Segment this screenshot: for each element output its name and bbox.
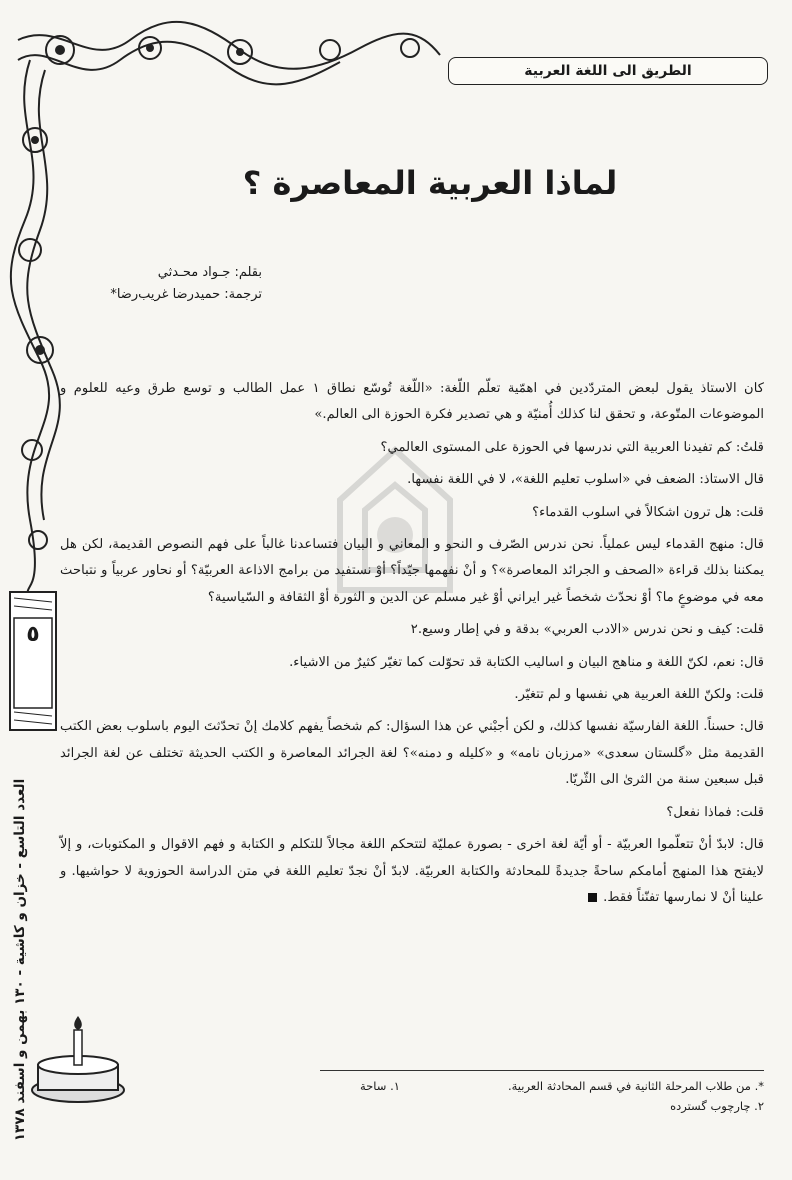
paragraph-question-3: قلت: كيف و نحن ندرس «الادب العربي» بدقة و في إطار وسيع.٢ bbox=[410, 622, 764, 638]
paragraph-answer-3: قال: نعم، لكنّ اللغة و مناهج البيان و اساليب الكتابة قد تحوّلت كما تغيّر كثيرٌ من الاشياء. bbox=[289, 654, 764, 670]
footnote-star: *. من طلاب المرحلة الثانية في قسم المحادثة العربية. bbox=[507, 1079, 764, 1093]
footnote-1: ١. ساحة bbox=[360, 1079, 400, 1093]
paragraph-question-1: قلتُ: كم تفيدنا العربية التي ندرسها في الحوزة على المستوى العالمي؟ bbox=[380, 439, 764, 455]
article-body bbox=[60, 376, 764, 911]
section-header-box bbox=[448, 57, 768, 85]
footnote-2: ٢. چارچوب گسترده bbox=[670, 1099, 764, 1113]
paragraph-answer-4: قال: حسناً. اللغة الفارسيّة نفسها كذلك، و لكن أجبْني عن هذا السؤال: كم شخصاً يفهم كلامك إنْ تحدّثتَ اليوم باسلوب بعض الكتب القديمة مثل «گلستان سعدى» «مرزبان نامه» و «كليله و دمنه»؟ لغة الجرائد المعاصرة و الكتب الحديثة تختلف عن لغة الجرائد قبل سبعين سنة من الثرىٰ الى الثّريّا. bbox=[60, 719, 764, 788]
footnotes bbox=[360, 1076, 764, 1116]
issue-sidebar-text: العدد التاسع - خزان و كاشية - ١٣٠ بهمن و اسفند ١٣٧٨ bbox=[12, 778, 28, 1142]
paragraph-answer-5-text: قال: لابدّ أنْ تتعلّموا العربيّة - أو أيّة لغة اخرى - بصورة عمليّة لتتحكم اللغة مجالاً للتكلم و الكتابة و فهم الاقوال و المكتوبات، و إلاّ لايفتح هذا المنهج أمامكم ساحةً جديدةً للمحادثة والكتابة العربيّة. لابدّ أنْ نجدّ تعليم اللغة في متن الدراسة الحوزوية لا حواشيها. و علينا أنْ لا نمارسها تفنّناً فقط. bbox=[60, 837, 764, 905]
translator-line: ترجمة: حميدرضا غريب‌رضا* bbox=[110, 287, 262, 302]
footnote-divider bbox=[320, 1070, 764, 1071]
footnote-row bbox=[360, 1076, 764, 1096]
author-line: بقلم: جـواد محـدثي bbox=[157, 265, 262, 280]
paragraph-answer-2: قال: منهج القدماء ليس عملياً. نحن ندرس الصّرف و النحو و المعاني و البيان فتساعدنا غالباً على فهم النصوص القديمة، لكن هل يمكننا بذلك قراءة «الصحف و الجرائد المعاصرة»؟ و أنْ نفهمها جيّداً؟ أوْ نستفيد من برامج الاذاعة العربيّة؟ أو نحاور عربياً و نتباحث معه في موضوعٍ ما؟ أوْ نحدّث شخصاً غير ايراني أوْ غير مسلم عن الدين و الثورة أوْ الثقافة و السّياسية؟ bbox=[60, 537, 764, 605]
paragraph-intro: كان الاستاذ يقول لبعض المتردّدين في اهمّية تعلّم اللّغة: «اللّغة تُوسّع نطاق ١ عمل الطالب و توسع طرق وعيه للعلوم و الموضوعات المتّوعة، و تحقق لنا كذلك أُمنيّة و هي تصدير فكرة الحوزة الى العالم.» bbox=[60, 381, 764, 423]
byline bbox=[2, 262, 262, 306]
paragraph-answer-5 bbox=[60, 832, 764, 911]
paragraph-answer-1: قال الاستاذ: الضعف في «اسلوب تعليم اللغة»، لا في اللغة نفسها. bbox=[407, 472, 764, 488]
cake-candle-icon bbox=[28, 1010, 128, 1110]
paragraph-question-4: قلت: ولكنّ اللغة العربية هي نفسها و لم تتغيّر. bbox=[514, 687, 764, 703]
paragraph-question-2: قلت: هل ترون اشكالاً في اسلوب القدماء؟ bbox=[532, 504, 764, 520]
notebook-icon bbox=[6, 588, 60, 734]
section-title: الطريق الى اللغة العربية bbox=[524, 63, 692, 79]
notebook-page-number: ٥ bbox=[26, 622, 40, 647]
end-mark-icon bbox=[588, 893, 597, 902]
article-title: لماذا العربية المعاصرة ؟ bbox=[242, 164, 618, 202]
paragraph-question-5: قلت: فماذا نفعل؟ bbox=[666, 804, 764, 820]
